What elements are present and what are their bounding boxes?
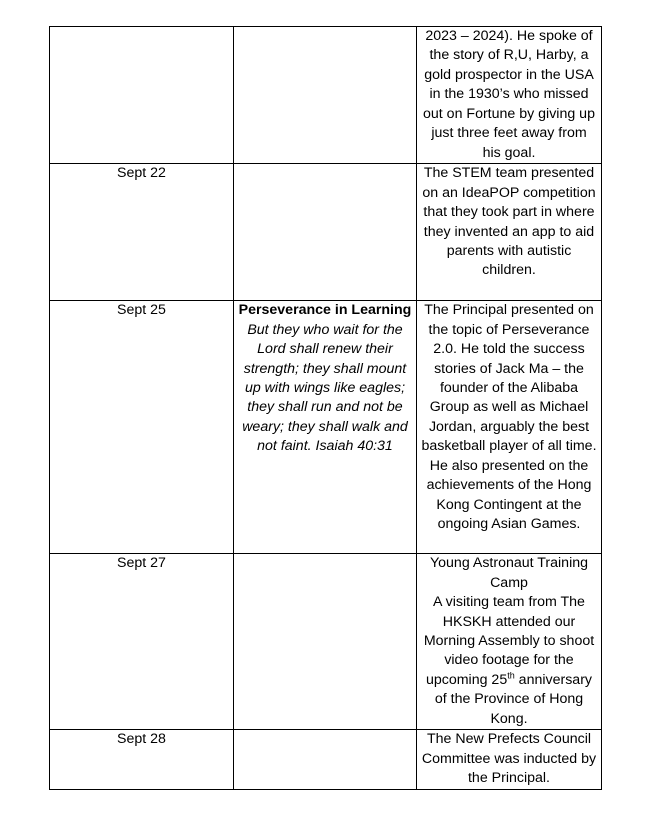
table-row xyxy=(50,554,602,730)
assembly-schedule-table xyxy=(49,26,602,790)
theme-cell xyxy=(234,554,417,730)
description-cell: 2023 – 2024). He spoke of the story of R,U, Harby, a gold prospector in the USA in the 1930’s who missed out on Fortune by giving up just three feet away from his goal. xyxy=(417,27,602,164)
table-row xyxy=(50,301,602,554)
theme-cell xyxy=(234,730,417,789)
theme-cell xyxy=(234,301,417,554)
bible-verse: But they who wait for the Lord shall renew their strength; they shall mount up with wings like eagles; they shall run and not be weary; they shall walk and not faint. Isaiah 40:31 xyxy=(242,321,408,455)
date-cell xyxy=(50,27,234,164)
ordinal-suffix: th xyxy=(507,670,515,681)
date-cell: Sept 27 xyxy=(50,554,234,730)
theme-cell xyxy=(234,27,417,164)
theme-title: Perseverance in Learning xyxy=(238,302,412,319)
description-cell: The New Prefects Council Committee was inducted by the Principal. xyxy=(417,730,602,789)
date-cell: Sept 22 xyxy=(50,164,234,301)
description-text: A visiting team from The HKSKH attended our Morning Assembly to shoot video footage for the upcoming 25 xyxy=(423,594,595,688)
table-row xyxy=(50,27,602,164)
date-cell: Sept 28 xyxy=(50,730,234,789)
description-cell: The Principal presented on the topic of Perseverance 2.0. He told the success stories of Jack Ma – the founder of the Alibaba Group as well as Michael Jordan, arguably the best basketball player of all time. He also presented on the achievements of the Hong Kong Contingent at the ongoing Asian Games. xyxy=(417,301,602,554)
date-cell: Sept 25 xyxy=(50,301,234,554)
table-row xyxy=(50,164,602,301)
event-heading: Young Astronaut Training Camp xyxy=(429,555,589,591)
description-text-end: anniversary of the Province of Hong Kong. xyxy=(434,671,593,727)
description-cell: The STEM team presented on an IdeaPOP competition that they took part in where they invented an app to aid parents with autistic children. xyxy=(417,164,602,301)
theme-cell xyxy=(234,164,417,301)
table-row xyxy=(50,730,602,789)
description-cell xyxy=(417,554,602,730)
